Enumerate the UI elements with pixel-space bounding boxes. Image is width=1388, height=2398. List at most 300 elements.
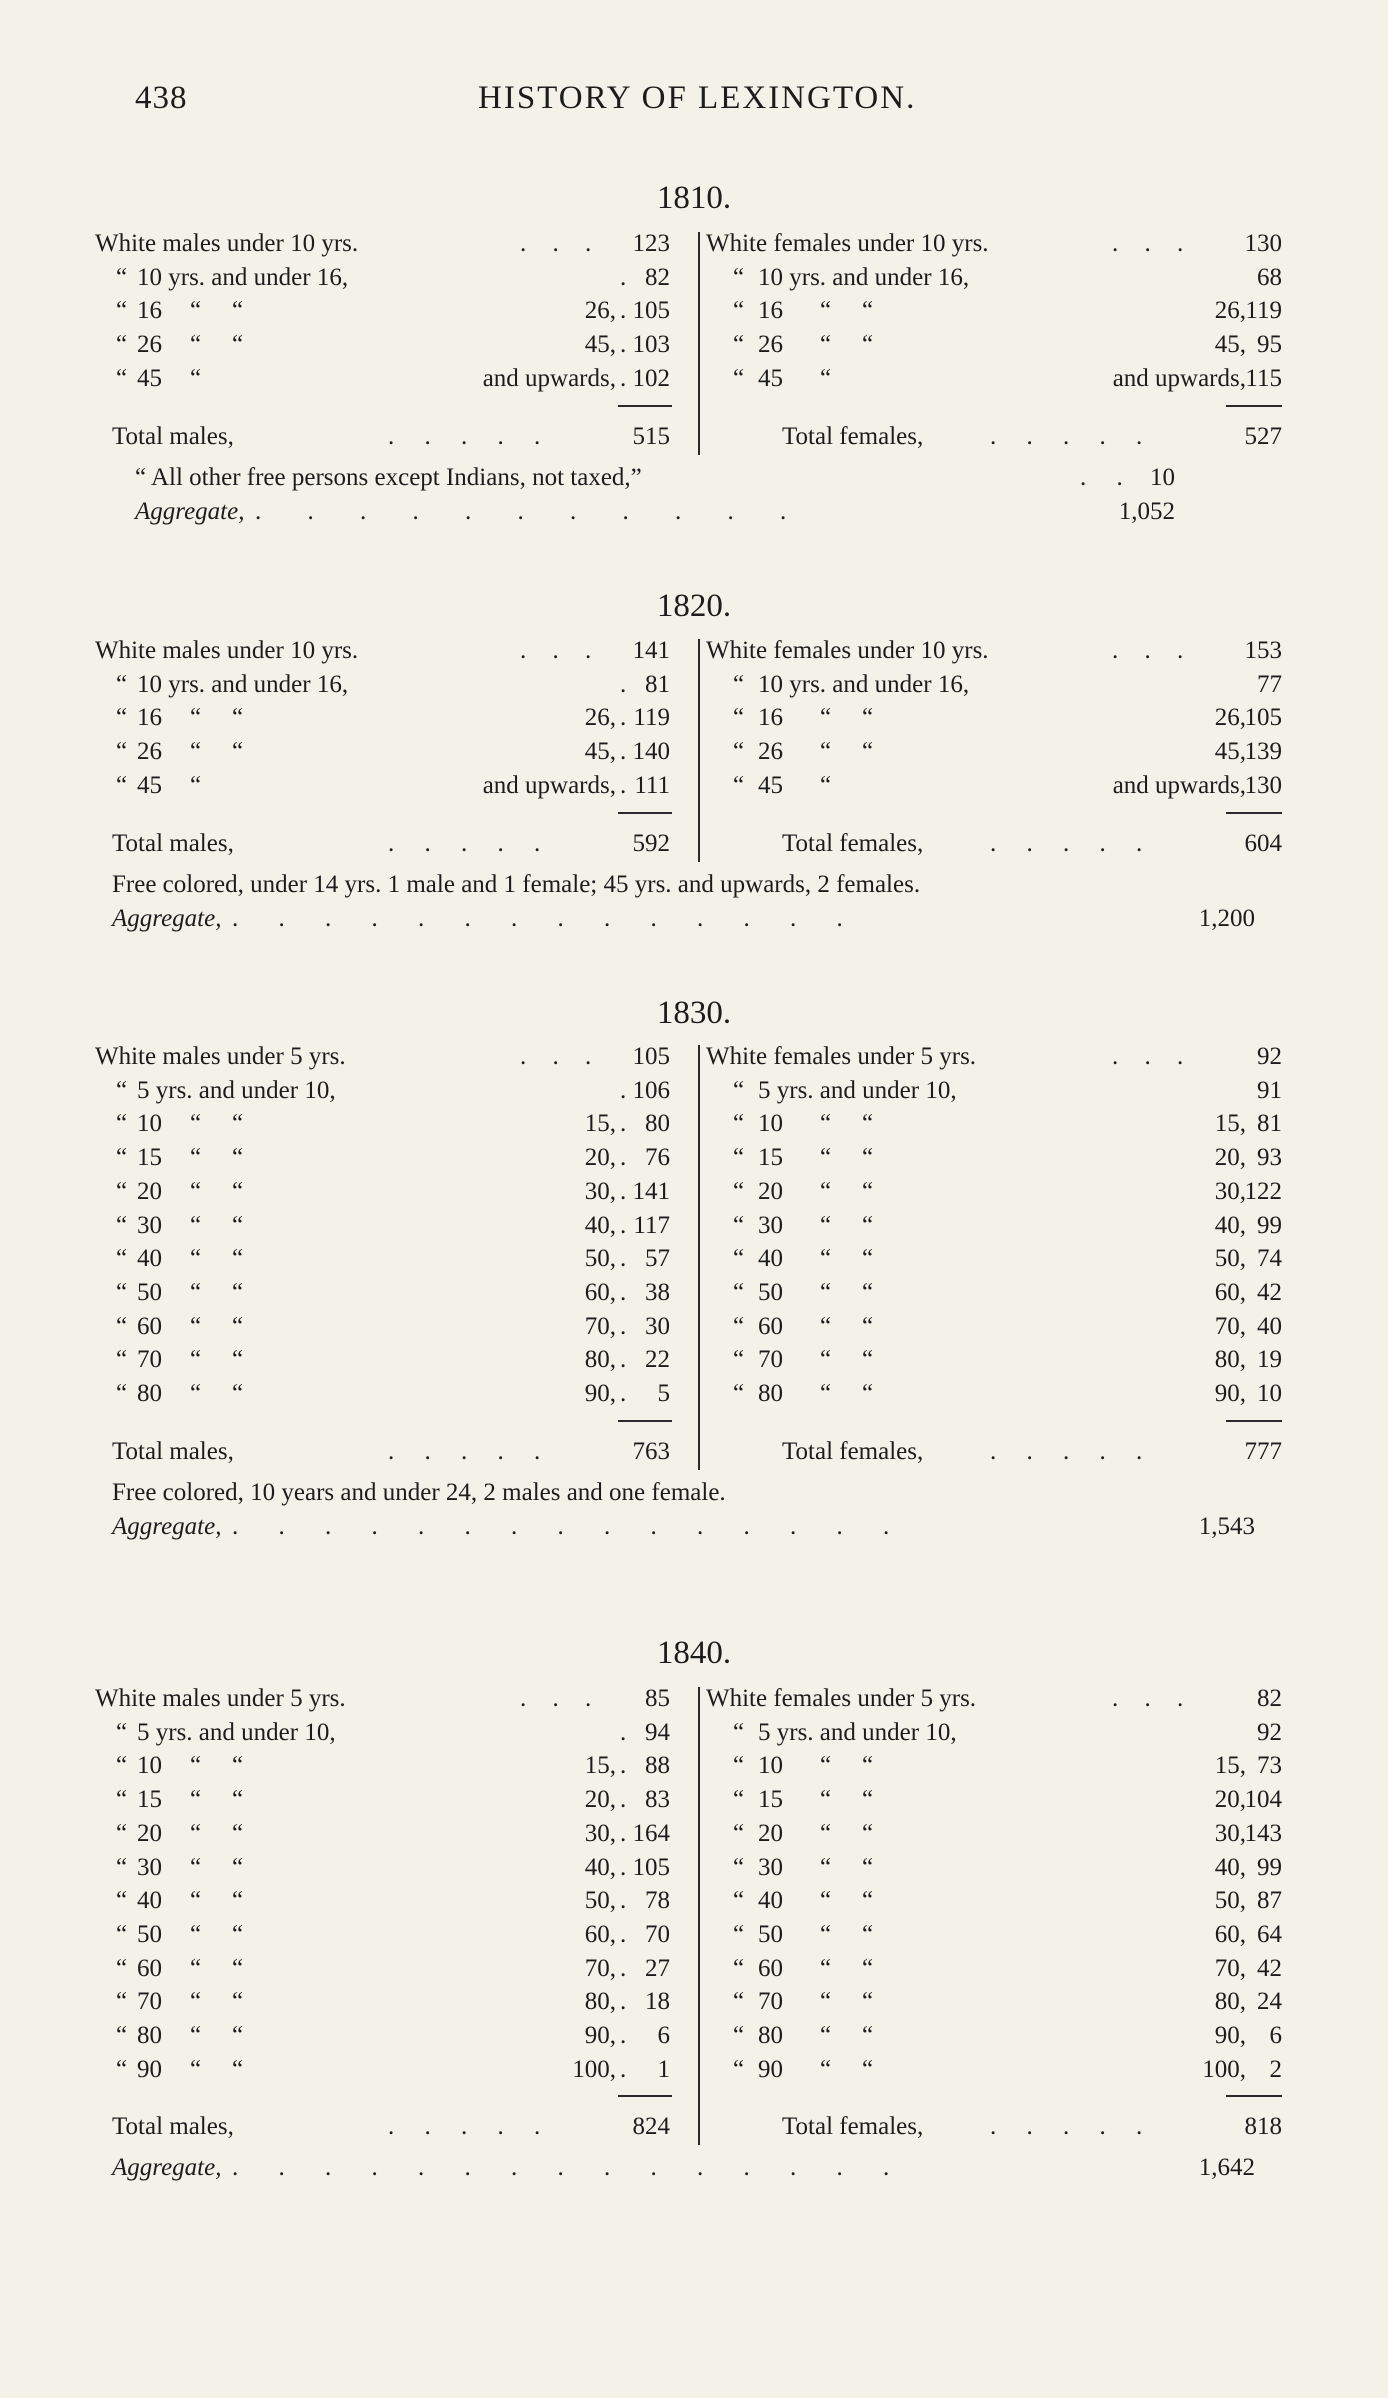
males-range-from: 26 (137, 331, 162, 359)
females-range-to: 26, (1214, 704, 1246, 732)
males-ditto: “ (116, 738, 128, 766)
males-range-to: 90, (584, 2022, 616, 2049)
males-label: White males under 5 yrs. (95, 1043, 346, 1070)
males-ditto: “ (232, 1312, 244, 1340)
females-ditto: “ (820, 1144, 832, 1172)
females-ditto: “ (820, 1988, 832, 2016)
males-ditto: “ (190, 1110, 202, 1138)
total-males-label: Total males, (112, 829, 234, 857)
males-range-from: 45 (137, 771, 162, 799)
males-ditto: “ (190, 771, 202, 799)
females-range-to: 50, (1214, 1245, 1246, 1273)
males-ditto: “ (116, 263, 128, 291)
males-ditto: “ (190, 1380, 202, 1407)
females-range-from: 10 (758, 1110, 783, 1138)
total-females-leader: . . . . . (990, 2113, 1155, 2141)
males-leader: . (620, 331, 627, 359)
males-leader: . (620, 364, 627, 392)
total-males-leader: . . . . . (388, 829, 553, 857)
males-ditto: “ (190, 1177, 202, 1205)
males-ditto: “ (232, 331, 244, 359)
males-ditto: “ (116, 297, 128, 325)
sum-rule (1226, 1420, 1282, 1422)
males-range-to: 60, (584, 1278, 616, 1306)
males-leader: . (620, 1312, 627, 1340)
males-leader: . (620, 297, 627, 325)
males-range-to: 45, (584, 331, 616, 359)
females-ditto: “ (820, 1211, 832, 1239)
females-range-from: 10 yrs. and under 16, (758, 670, 970, 698)
aggregate-label: Aggregate, (112, 904, 222, 932)
males-leader: . (620, 738, 627, 766)
females-ditto: “ (820, 364, 832, 392)
census-year-title: 1820. (656, 588, 732, 624)
males-range-to: 15, (584, 1110, 616, 1138)
males-ditto: “ (232, 1144, 244, 1172)
males-ditto: “ (116, 1110, 128, 1138)
total-males-leader: . . . . . (388, 1437, 553, 1465)
males-range-to: 40, (584, 1853, 616, 1881)
females-range-to: 90, (1214, 1380, 1246, 1407)
females-ditto: “ (733, 771, 745, 799)
females-ditto: “ (733, 1954, 745, 1982)
males-range-to: 20, (584, 1786, 616, 1814)
males-ditto: “ (116, 704, 128, 732)
males-leader: . (620, 1144, 627, 1172)
males-ditto: “ (190, 1954, 202, 1982)
females-ditto: “ (862, 331, 874, 359)
males-count: 105 (632, 297, 670, 325)
females-row (0, 1346, 1388, 1380)
females-ditto: “ (733, 1110, 745, 1138)
females-range-to: 45, (1214, 738, 1246, 766)
males-range-from: 5 yrs. and under 10, (137, 1718, 336, 1746)
males-range-to: 30, (584, 1819, 616, 1847)
males-range-from: 45 (137, 364, 162, 392)
females-row (0, 738, 1388, 772)
census-year-title: 1810. (656, 180, 732, 216)
females-row (0, 671, 1388, 705)
females-ditto: “ (820, 738, 832, 766)
females-range-from: 16 (758, 297, 783, 325)
males-range-from: 10 (137, 1752, 162, 1780)
females-range-from: 5 yrs. and under 10, (758, 1718, 957, 1746)
females-ditto: “ (862, 1819, 874, 1847)
males-count: 111 (634, 771, 670, 799)
females-range-to: 60, (1214, 1920, 1246, 1948)
females-row (0, 331, 1388, 365)
females-ditto: “ (820, 1346, 832, 1374)
males-count: 117 (633, 1211, 670, 1239)
total-males-leader: . . . . . (388, 2113, 553, 2141)
females-row (0, 264, 1388, 298)
males-leader: . (620, 1380, 627, 1407)
males-range-from: 20 (137, 1177, 162, 1205)
females-ditto: “ (733, 1920, 745, 1948)
females-range-to: 26, (1214, 297, 1246, 325)
total-males-value: 592 (632, 829, 670, 857)
males-count: 123 (632, 230, 670, 257)
females-row (0, 1955, 1388, 1989)
females-count: 130 (1244, 771, 1282, 799)
females-ditto: “ (820, 1819, 832, 1847)
females-range-from: 26 (758, 331, 783, 359)
males-ditto: “ (232, 1786, 244, 1814)
females-count: 24 (1257, 1988, 1282, 2016)
females-row (0, 1043, 1388, 1077)
sum-rule (1226, 812, 1282, 814)
males-range-to: 50, (584, 1887, 616, 1915)
males-leader: . (620, 1177, 627, 1205)
males-count: 141 (632, 1177, 670, 1205)
males-ditto: “ (190, 1752, 202, 1780)
females-range-to: 30, (1214, 1819, 1246, 1847)
females-count: 105 (1244, 704, 1282, 732)
males-count: 76 (645, 1144, 670, 1172)
females-range-from: 45 (758, 364, 783, 392)
aggregate-leader: . . . . . . . . . . . . . . . (232, 2154, 907, 2182)
males-ditto: “ (232, 1920, 244, 1948)
males-leader: . (620, 1110, 627, 1138)
females-count: 153 (1244, 637, 1282, 664)
total-females-label: Total females, (782, 2113, 924, 2141)
males-ditto: “ (190, 1988, 202, 2016)
males-ditto: “ (232, 1245, 244, 1273)
males-range-from: 50 (137, 1278, 162, 1306)
males-ditto: “ (116, 1887, 128, 1915)
males-leader: . (620, 1752, 627, 1780)
females-count: 143 (1244, 1819, 1282, 1847)
males-range-to: 30, (584, 1177, 616, 1205)
females-leader: . . . (1112, 637, 1194, 664)
females-range-to: 20, (1214, 1144, 1246, 1172)
females-row (0, 2022, 1388, 2056)
males-leader: . . . (520, 230, 602, 257)
males-range-from: 80 (137, 1380, 162, 1407)
total-females-value: 527 (1244, 422, 1282, 450)
males-ditto: “ (232, 1853, 244, 1881)
males-ditto: “ (116, 1278, 128, 1306)
males-ditto: “ (190, 1245, 202, 1273)
males-ditto: “ (116, 1752, 128, 1780)
males-count: 106 (632, 1076, 670, 1104)
sum-rule (1226, 2095, 1282, 2097)
males-leader: . (620, 1346, 627, 1374)
females-range-to: 30, (1214, 1177, 1246, 1205)
males-ditto: “ (116, 1954, 128, 1982)
females-count: 122 (1244, 1177, 1282, 1205)
females-range-to: 60, (1214, 1278, 1246, 1306)
males-range-to: 26, (584, 704, 616, 732)
males-count: 38 (645, 1278, 670, 1306)
males-ditto: “ (116, 1718, 128, 1746)
males-ditto: “ (232, 1819, 244, 1847)
total-males-value: 824 (632, 2113, 670, 2141)
males-ditto: “ (116, 1853, 128, 1881)
females-ditto: “ (733, 1752, 745, 1780)
females-range-from: 10 (758, 1752, 783, 1780)
females-range-from: 5 yrs. and under 10, (758, 1076, 957, 1104)
males-range-from: 30 (137, 1853, 162, 1881)
males-leader: . (620, 1786, 627, 1814)
total-males-label: Total males, (112, 1437, 234, 1465)
males-leader: . . . (520, 1043, 602, 1070)
census-year-title: 1840. (656, 1635, 732, 1671)
males-count: 82 (645, 263, 670, 291)
females-range-from: 16 (758, 704, 783, 732)
page-number: 438 (135, 80, 188, 116)
females-ditto: “ (733, 1076, 745, 1104)
males-range-to: 100, (572, 2055, 616, 2083)
females-row (0, 1178, 1388, 1212)
females-range-to: 40, (1214, 1853, 1246, 1881)
females-ditto: “ (733, 331, 745, 359)
males-range-from: 30 (137, 1211, 162, 1239)
note-leader: . . (1080, 463, 1135, 491)
aggregate-value: 1,543 (1198, 1512, 1255, 1540)
females-row (0, 1313, 1388, 1347)
males-ditto: “ (116, 1786, 128, 1814)
females-range-to: and upwards, (1112, 771, 1246, 799)
females-row (0, 1752, 1388, 1786)
females-ditto: “ (862, 1954, 874, 1982)
females-ditto: “ (733, 263, 745, 291)
males-ditto: “ (232, 2055, 244, 2083)
males-range-from: 60 (137, 1954, 162, 1982)
males-range-to: and upwards, (482, 364, 616, 392)
males-count: 88 (645, 1752, 670, 1780)
females-row (0, 1380, 1388, 1414)
males-range-from: 10 (137, 1110, 162, 1138)
males-leader: . . . (520, 637, 602, 664)
females-row (0, 1988, 1388, 2022)
males-range-to: 70, (584, 1954, 616, 1982)
males-range-from: 70 (137, 1346, 162, 1374)
females-range-to: 50, (1214, 1887, 1246, 1915)
females-ditto: “ (820, 331, 832, 359)
total-males-label: Total males, (112, 2113, 234, 2141)
females-range-to: 15, (1214, 1110, 1246, 1138)
females-range-to: 70, (1214, 1312, 1246, 1340)
total-females-label: Total females, (782, 1437, 924, 1465)
females-ditto: “ (820, 1853, 832, 1881)
males-count: 103 (632, 331, 670, 359)
males-count: 83 (645, 1786, 670, 1814)
females-ditto: “ (733, 1177, 745, 1205)
aggregate-leader: . . . . . . . . . . . . . . . (232, 1512, 907, 1540)
males-range-to: 60, (584, 1920, 616, 1948)
females-ditto: “ (862, 297, 874, 325)
females-ditto: “ (733, 2022, 745, 2049)
females-row (0, 1921, 1388, 1955)
total-females-value: 818 (1244, 2113, 1282, 2141)
total-females-leader: . . . . . (990, 829, 1155, 857)
females-row (0, 1719, 1388, 1753)
females-range-from: 20 (758, 1819, 783, 1847)
males-leader: . (620, 1076, 627, 1104)
females-row (0, 297, 1388, 331)
males-range-from: 15 (137, 1786, 162, 1814)
females-leader: . . . (1112, 1043, 1194, 1070)
males-count: 119 (633, 704, 670, 732)
males-ditto: “ (116, 670, 128, 698)
females-range-from: 50 (758, 1920, 783, 1948)
males-ditto: “ (190, 297, 202, 325)
total-females-value: 604 (1244, 829, 1282, 857)
females-ditto: “ (862, 1110, 874, 1138)
males-ditto: “ (232, 1887, 244, 1915)
males-ditto: “ (116, 771, 128, 799)
females-row (0, 1245, 1388, 1279)
females-range-from: 15 (758, 1144, 783, 1172)
females-ditto: “ (820, 1110, 832, 1138)
females-row (0, 1786, 1388, 1820)
males-leader: . (620, 670, 627, 698)
males-leader: . (620, 2022, 627, 2049)
females-ditto: “ (862, 1177, 874, 1205)
females-range-to: 90, (1214, 2022, 1246, 2049)
females-range-from: 45 (758, 771, 783, 799)
females-ditto: “ (820, 1177, 832, 1205)
aggregate-label: Aggregate, (135, 497, 245, 525)
males-ditto: “ (232, 1988, 244, 2016)
females-ditto: “ (862, 738, 874, 766)
males-leader: . (620, 1278, 627, 1306)
females-count: 95 (1257, 331, 1282, 359)
males-ditto: “ (116, 1346, 128, 1374)
females-ditto: “ (733, 1718, 745, 1746)
females-range-from: 40 (758, 1887, 783, 1915)
males-ditto: “ (116, 1076, 128, 1104)
females-count: 2 (1269, 2055, 1282, 2083)
females-ditto: “ (862, 1245, 874, 1273)
females-ditto: “ (862, 1144, 874, 1172)
males-ditto: “ (116, 331, 128, 359)
females-ditto: “ (862, 1278, 874, 1306)
males-leader: . (620, 771, 627, 799)
aggregate-label: Aggregate, (112, 1512, 222, 1540)
females-ditto: “ (862, 1312, 874, 1340)
males-ditto: “ (232, 738, 244, 766)
total-females-leader: . . . . . (990, 422, 1155, 450)
total-males-value: 763 (632, 1437, 670, 1465)
females-leader: . . . (1112, 1685, 1194, 1712)
females-ditto: “ (733, 1853, 745, 1881)
males-ditto: “ (190, 1887, 202, 1915)
females-leader: . . . (1112, 230, 1194, 257)
males-ditto: “ (190, 331, 202, 359)
males-ditto: “ (232, 1346, 244, 1374)
males-ditto: “ (116, 1819, 128, 1847)
females-ditto: “ (733, 364, 745, 392)
males-leader: . (620, 1988, 627, 2016)
males-ditto: “ (232, 1110, 244, 1138)
females-ditto: “ (733, 1346, 745, 1374)
females-count: 139 (1244, 738, 1282, 766)
females-count: 119 (1245, 297, 1282, 325)
females-ditto: “ (820, 2055, 832, 2083)
females-count: 68 (1257, 263, 1282, 291)
males-ditto: “ (116, 2055, 128, 2083)
females-range-to: 15, (1214, 1752, 1246, 1780)
females-ditto: “ (820, 771, 832, 799)
column-divider (698, 1045, 700, 1470)
females-range-to: 100, (1202, 2055, 1246, 2083)
females-ditto: “ (733, 2055, 745, 2083)
males-count: 140 (632, 738, 670, 766)
females-ditto: “ (862, 1211, 874, 1239)
females-count: 6 (1269, 2022, 1282, 2049)
females-count: 93 (1257, 1144, 1282, 1172)
males-count: 105 (632, 1853, 670, 1881)
males-range-from: 40 (137, 1245, 162, 1273)
females-count: 64 (1257, 1920, 1282, 1948)
females-range-to: 20, (1214, 1786, 1246, 1814)
sum-rule (618, 405, 672, 407)
total-females-label: Total females, (782, 422, 924, 450)
females-row (0, 1077, 1388, 1111)
females-ditto: “ (820, 297, 832, 325)
males-range-from: 15 (137, 1144, 162, 1172)
females-range-to: 45, (1214, 331, 1246, 359)
females-range-from: 20 (758, 1177, 783, 1205)
females-range-from: 30 (758, 1853, 783, 1881)
females-ditto: “ (862, 1752, 874, 1780)
females-range-from: 90 (758, 2055, 783, 2083)
females-count: 42 (1257, 1954, 1282, 1982)
females-row (0, 1110, 1388, 1144)
females-row (0, 1685, 1388, 1719)
females-range-from: 26 (758, 738, 783, 766)
males-count: 6 (657, 2022, 670, 2049)
females-count: 82 (1257, 1685, 1282, 1712)
females-range-from: 30 (758, 1211, 783, 1239)
males-ditto: “ (232, 2022, 244, 2049)
females-label: White females under 5 yrs. (706, 1043, 977, 1070)
males-count: 27 (645, 1954, 670, 1982)
females-ditto: “ (820, 2022, 832, 2049)
males-ditto: “ (190, 1278, 202, 1306)
females-ditto: “ (862, 1853, 874, 1881)
females-count: 99 (1257, 1211, 1282, 1239)
males-ditto: “ (232, 1380, 244, 1407)
males-range-to: 80, (584, 1346, 616, 1374)
males-ditto: “ (190, 1211, 202, 1239)
females-ditto: “ (733, 1144, 745, 1172)
males-range-to: 90, (584, 1380, 616, 1407)
males-ditto: “ (116, 2022, 128, 2049)
males-count: 164 (632, 1819, 670, 1847)
males-count: 81 (645, 670, 670, 698)
males-leader: . (620, 1920, 627, 1948)
males-leader: . (620, 1245, 627, 1273)
aggregate-value: 1,642 (1198, 2154, 1255, 2182)
females-range-from: 80 (758, 1380, 783, 1407)
males-range-to: 26, (584, 297, 616, 325)
males-range-from: 10 yrs. and under 16, (137, 263, 349, 291)
males-range-from: 80 (137, 2022, 162, 2049)
column-divider (698, 1687, 700, 2145)
females-ditto: “ (733, 1278, 745, 1306)
column-divider (698, 232, 700, 455)
females-ditto: “ (862, 1988, 874, 2016)
males-count: 85 (645, 1685, 670, 1712)
females-range-from: 60 (758, 1312, 783, 1340)
females-ditto: “ (733, 297, 745, 325)
females-label: White females under 10 yrs. (706, 637, 989, 664)
females-row (0, 2056, 1388, 2090)
females-count: 77 (1257, 670, 1282, 698)
